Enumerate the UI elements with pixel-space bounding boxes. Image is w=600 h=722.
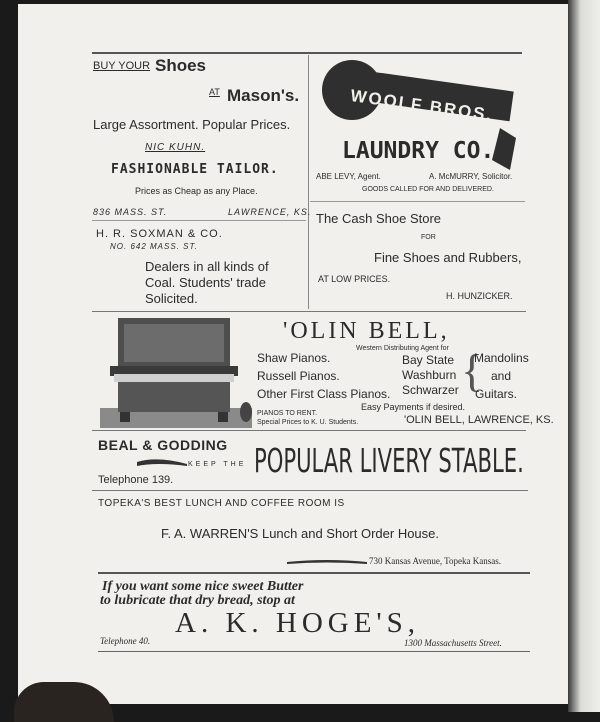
woolf-solicitor: A. McMURRY, Solicitor. xyxy=(429,172,513,181)
soxman-name: H. R. SOXMAN & CO. xyxy=(96,228,223,240)
cash-shoe-for: FOR xyxy=(421,234,436,241)
mason-tagline: Large Assortment. Popular Prices. xyxy=(93,117,291,132)
mason-at: AT xyxy=(209,87,220,97)
woolf-rule xyxy=(310,201,525,202)
section-rule-2 xyxy=(92,430,526,431)
mason-name: Mason's. xyxy=(227,86,300,105)
soxman-address: NO. 642 MASS. ST. xyxy=(110,242,198,251)
hoge-address: 1300 Massachusetts Street. xyxy=(404,638,502,648)
hoge-line2: to lubricate that dry bread, stop at xyxy=(100,593,295,608)
bell-organ-3: Schwarzer xyxy=(402,383,459,397)
piano-illustration xyxy=(100,316,252,428)
kuhn-rule xyxy=(92,220,306,221)
hoge-phone: Telephone 40. xyxy=(100,636,151,646)
facing-page-edge xyxy=(568,0,600,712)
bell-string-1: Mandolins xyxy=(474,351,529,365)
cash-shoe-low: AT LOW PRICES. xyxy=(318,274,391,284)
bell-brace: { xyxy=(461,345,484,396)
mason-buy-your: BUY YOUR xyxy=(93,60,151,72)
column-divider xyxy=(308,55,309,309)
woolf-goods: GOODS CALLED FOR AND DELIVERED. xyxy=(362,186,494,193)
warren-name: F. A. WARREN'S Lunch and Short Order House. xyxy=(161,526,440,541)
bell-organ-2: Washburn xyxy=(402,368,457,382)
bell-piano-1: Shaw Pianos. xyxy=(257,351,331,365)
section-rule-3 xyxy=(92,490,528,491)
pointing-hand-icon-2 xyxy=(287,558,369,566)
bell-payments: Easy Payments if desired. xyxy=(361,402,466,412)
section-rule-4 xyxy=(98,572,530,574)
woolf-laundry: LAUNDRY CO. xyxy=(342,138,495,164)
cash-shoe-title: The Cash Shoe Store xyxy=(316,211,442,226)
livery-keep: KEEP THE xyxy=(188,461,247,468)
kuhn-address: 836 MASS. ST. xyxy=(93,207,168,217)
woolf-agent: ABE LEVY, Agent. xyxy=(316,172,381,181)
bottom-rule xyxy=(98,651,530,652)
woolf-banner: WOOLF BROS. xyxy=(349,86,495,125)
bell-special: Special Prices to K. U. Students. xyxy=(257,419,359,426)
cash-shoe-owner: H. HUNZICKER. xyxy=(446,291,513,301)
livery-title: POPULAR LIVERY STABLE. xyxy=(254,441,524,480)
kuhn-trade: FASHIONABLE TAILOR. xyxy=(111,162,279,177)
bell-organ-1: Bay State xyxy=(402,353,455,367)
bell-piano-3: Other First Class Pianos. xyxy=(257,387,391,401)
top-rule xyxy=(92,52,522,54)
warren-address: 730 Kansas Avenue, Topeka Kansas. xyxy=(369,556,502,566)
bell-subtitle: Western Distributing Agent for xyxy=(356,345,449,352)
kuhn-name: NIC KUHN. xyxy=(145,142,206,153)
bell-footer: 'OLIN BELL, LAWRENCE, KS. xyxy=(404,414,554,426)
bell-string-3: Guitars. xyxy=(475,387,518,401)
bell-title: 'OLIN BELL, xyxy=(283,318,450,344)
soxman-line2: Coal. Students' trade xyxy=(145,275,266,290)
bell-rent: PIANOS TO RENT. xyxy=(257,410,318,417)
livery-name: BEAL & GODDING xyxy=(98,437,228,453)
hoge-line1: If you want some nice sweet Butter xyxy=(102,579,304,594)
section-rule-1 xyxy=(92,311,526,312)
mason-shoes: Shoes xyxy=(155,56,207,75)
bell-piano-2: Russell Pianos. xyxy=(257,369,340,383)
bell-string-2: and xyxy=(491,369,512,383)
pointing-hand-icon xyxy=(137,456,189,468)
hoge-name: A. K. HOGE'S, xyxy=(175,607,421,639)
kuhn-prices: Prices as Cheap as any Place. xyxy=(135,186,258,196)
soxman-line3: Solicited. xyxy=(145,291,198,306)
kuhn-city: LAWRENCE, KS. xyxy=(228,207,312,217)
livery-phone: Telephone 139. xyxy=(98,474,174,486)
warren-intro: TOPEKA'S BEST LUNCH AND COFFEE ROOM IS xyxy=(98,498,345,509)
cash-shoe-fine: Fine Shoes and Rubbers, xyxy=(374,250,522,265)
soxman-line1: Dealers in all kinds of xyxy=(145,259,269,274)
